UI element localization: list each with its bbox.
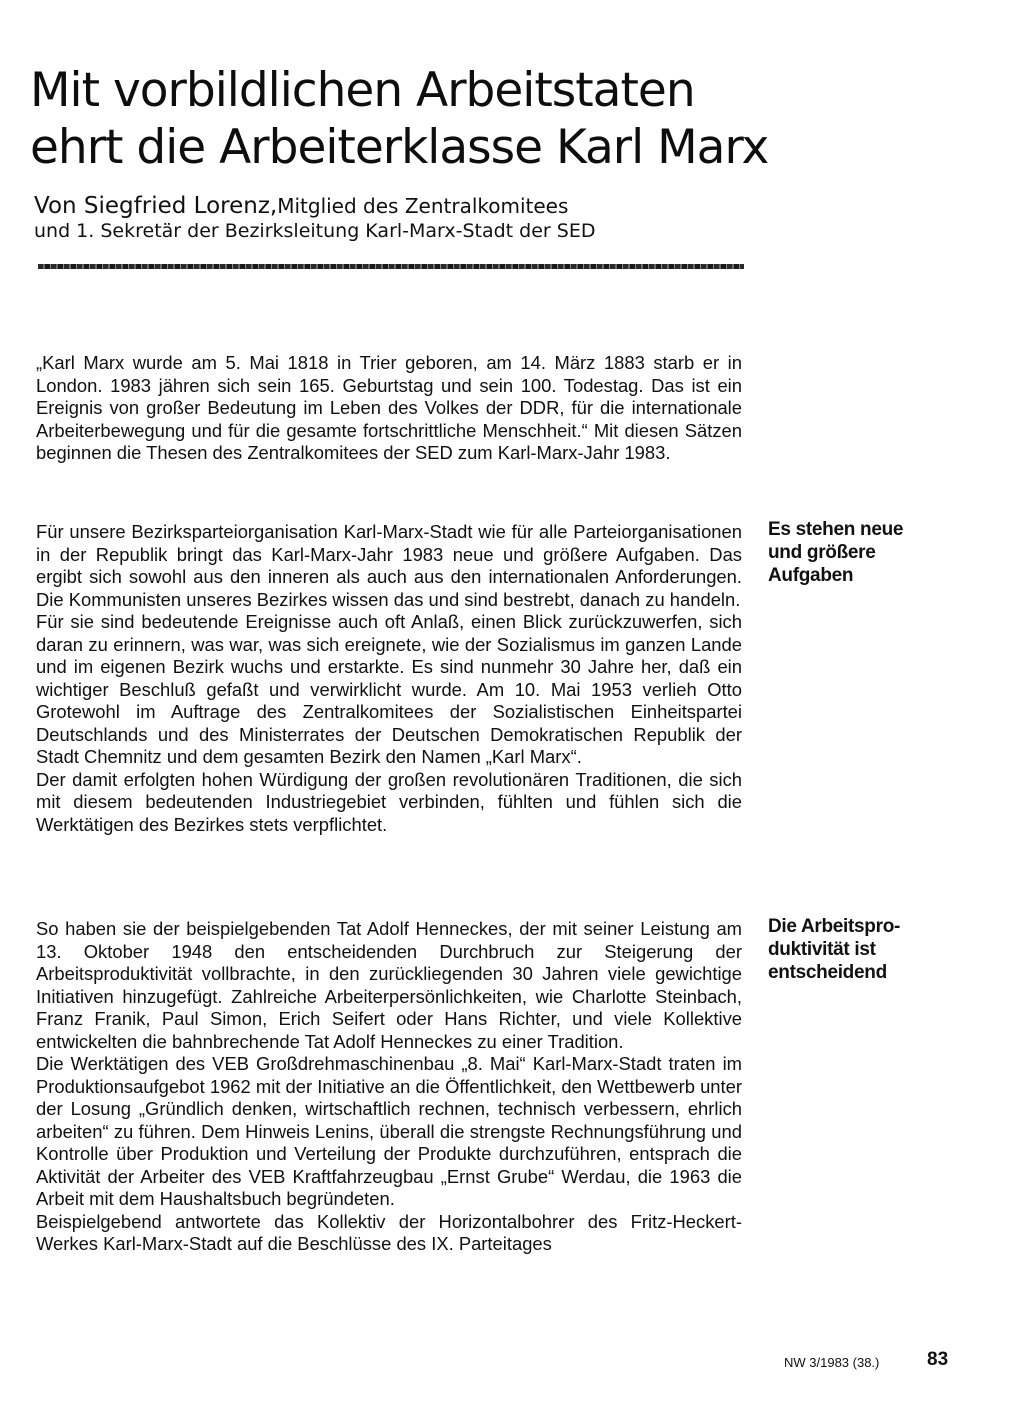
article-section-2 (36, 521, 742, 836)
paragraph: „Karl Marx wurde am 5. Mai 1818 in Trier geboren, am 14. März 1883 starb er in London. 1983 jähren sich sein 165. Geburtstag und sein 100. Todestag. Das ist ein Ereignis von großer Bedeutung im Leben des Volkes der DDR, für die internationale Arbeiterbewegung und für die gesamte fortschrittliche Menschheit.“ Mit diesen Sätzen beginnen die Thesen des Zentralkomitees der SED zum Karl-Marx-Jahr 1983. (36, 352, 742, 463)
margin-note-line: Es stehen neue (768, 519, 904, 540)
article-section-3 (36, 918, 742, 1256)
paragraph: Für sie sind bedeutende Ereignisse auch oft Anlaß, einen Blick zurückzuwerfen, sich daran zu erinnern, was war, was sich ereignete, wie der Sozialismus im ganzen Lande und im eigenen Bezirk wuchs und erstarkte. Es sind nunmehr 30 Jahre her, daß ein wichtiger Beschluß gefaßt und verwirklicht wurde. Am 10. Mai 1953 verlieh Otto Grotewohl im Auftrage des Zentralkomitees der Sozialistischen Einheitspartei Deutschlands und des Ministerrates der Deutschen Demokratischen Republik der Stadt Chemnitz und dem gesamten Bezirk den Namen „Karl Marx“. (36, 611, 742, 767)
paragraph: Die Werktätigen des VEB Großdrehmaschinenbau „8. Mai“ Karl-Marx-Stadt traten im Produktionsaufgebot 1962 mit der Initiative an die Öffentlichkeit, den Wettbewerb unter der Losung „Gründlich denken, wirtschaftlich rechnen, technisch verbessern, ehrlich arbeiten“ zu führen. Dem Hinweis Lenins, überall die strengste Rechnungsführung und Kontrolle über Produktion und Verteilung der Produkte durchzuführen, entsprach die Aktivität der Arbeiter des VEB Kraftfahrzeugbau „Ernst Grube“ Werdau, die 1963 die Arbeit mit dem Haushaltsbuch begründeten. (36, 1053, 742, 1209)
byline-prefix: Von (34, 193, 84, 219)
article-section-1 (36, 352, 742, 465)
margin-note-line: und größere (768, 542, 876, 563)
margin-note-line: Die Arbeitspro- (768, 916, 901, 937)
author-role-1: Mitglied des Zentralkomitees (277, 194, 569, 218)
title-divider-rule (38, 264, 744, 269)
margin-note-line: Aufgaben (768, 565, 854, 586)
margin-note-line: entscheidend (768, 962, 887, 983)
page-number: 83 (927, 1349, 949, 1370)
publication-reference: NW 3/1983 (38.) (784, 1355, 880, 1370)
paragraph: Der damit erfolgten hohen Würdigung der großen revolutionären Traditionen, die sich mit diesem bedeutenden Industriegebiet verbinden, fühlten und fühlen sich die Werktätigen des Bezirkes stets verpflichtet. (36, 768, 742, 835)
paragraph: So haben sie der beispielgebenden Tat Adolf Henneckes, der mit seiner Leistung am 13. Oktober 1948 den entscheidenden Durchbruch zur Steigerung der Arbeitsproduktivität vollbrachte, in den zurückliegenden 30 Jahren viele gewichtige Initiativen hinzugefügt. Zahlreiche Arbeiterpersönlichkeiten, wie Charlotte Steinbach, Franz Franik, Paul Simon, Erich Seifert oder Hans Richter, und viele Kollektive entwickelten die bahnbrechende Tat Adolf Henneckes zu einer Tradition. (36, 918, 742, 1052)
margin-note-1 (768, 518, 918, 587)
margin-note-line: duktivität ist (768, 939, 876, 960)
author-name: Siegfried Lorenz, (83, 193, 278, 219)
byline-line-1 (34, 194, 794, 219)
author-byline (34, 194, 794, 243)
paragraph: Für unsere Bezirksparteiorganisation Karl-Marx-Stadt wie für alle Parteiorganisationen in der Republik bringt das Karl-Marx-Jahr 1983 neue und größere Aufgaben. Das ergibt sich sowohl aus den inneren als auch aus den internationalen Anforderungen. Die Kommunisten unseres Bezirkes wissen das und sind bestrebt, danach zu handeln. (36, 521, 742, 610)
title-line-1: Mit vorbildlichen Arbeitstaten (30, 63, 695, 118)
paragraph: Beispielgebend antwortete das Kollektiv der Horizontalbohrer des Fritz-Heckert-Werkes Karl-Marx-Stadt auf die Beschlüsse des IX. Parteitages (36, 1210, 742, 1254)
article-title (30, 62, 890, 176)
margin-note-2 (768, 915, 918, 984)
author-role-2: und 1. Sekretär der Bezirksleitung Karl-Marx-Stadt der SED (34, 220, 596, 242)
title-line-2: ehrt die Arbeiterklasse Karl Marx (30, 120, 769, 175)
